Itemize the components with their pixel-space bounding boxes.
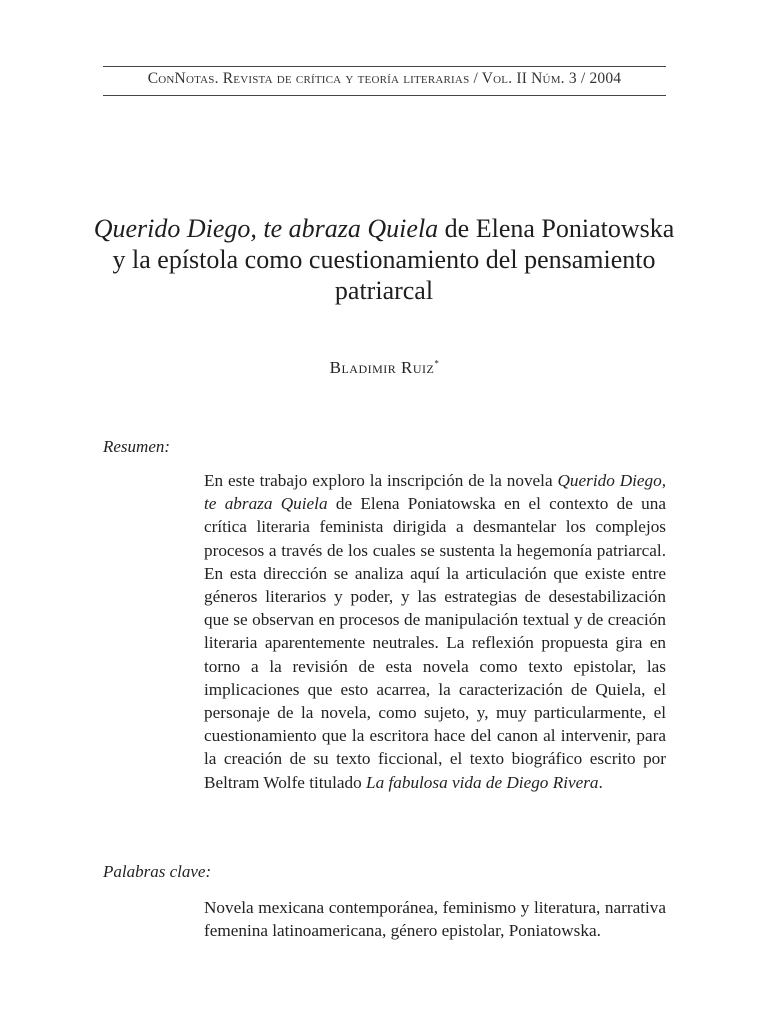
abstract-label: Resumen: bbox=[103, 437, 171, 456]
running-header: ConNotas. Revista de crítica y teoría literarias / Vol. II Núm. 3 / 2004 bbox=[147, 70, 622, 87]
abstract-italic-2: La fabulosa vida de Diego Rivera bbox=[366, 772, 599, 792]
keywords-body: Novela mexicana contemporánea, feminismo y literatura, narrativa femenina latinoamericana, género epistolar, Poniatowska. bbox=[204, 898, 666, 941]
abstract-body bbox=[204, 469, 666, 794]
abstract-italic-1: Querido Diego, te abraza Quiela bbox=[204, 471, 667, 514]
article-title-italic: Querido Diego, te abraza Quiela bbox=[93, 214, 439, 243]
author-name: Bladimir Ruiz bbox=[329, 358, 435, 377]
header-top-rule bbox=[103, 66, 666, 67]
author-footnote-mark: * bbox=[434, 358, 440, 369]
abstract-text-3: . bbox=[598, 772, 603, 792]
article-title-rest: de Elena Poniatowska y la epístola como cuestionamiento del pensamiento patriarcal bbox=[112, 214, 675, 305]
header-bottom-rule bbox=[103, 95, 666, 96]
abstract-text-1: En este trabajo exploro la inscripción de la novela bbox=[204, 471, 558, 490]
abstract-text-2: de Elena Poniatowska en el contexto de una crítica literaria feminista dirigida a desmantelar los complejos procesos a través de los cuales se sustenta la hegemonía patriarcal. En esta dirección se analiza aquí la articulación que existe entre géneros literarios y poder, y las estrategias de desestabilización que se observan en procesos de manipulación textual y de creación literaria aparentemente neutrales. La reflexión propuesta gira en torno a la revisión de esta novela como texto epistolar, las implicaciones que esto acarrea, la caracterización de Quiela, el personaje de la novela, como sujeto, y, muy particularmente, el cuestionamiento que la escritora hace del canon al intervenir, para la creación de su texto ficcional, el texto biográfico escrito por Beltram Wolfe titulado bbox=[204, 494, 666, 792]
article-title bbox=[90, 213, 678, 306]
keywords-label: Palabras clave: bbox=[103, 862, 212, 881]
author-name-line bbox=[103, 358, 666, 378]
